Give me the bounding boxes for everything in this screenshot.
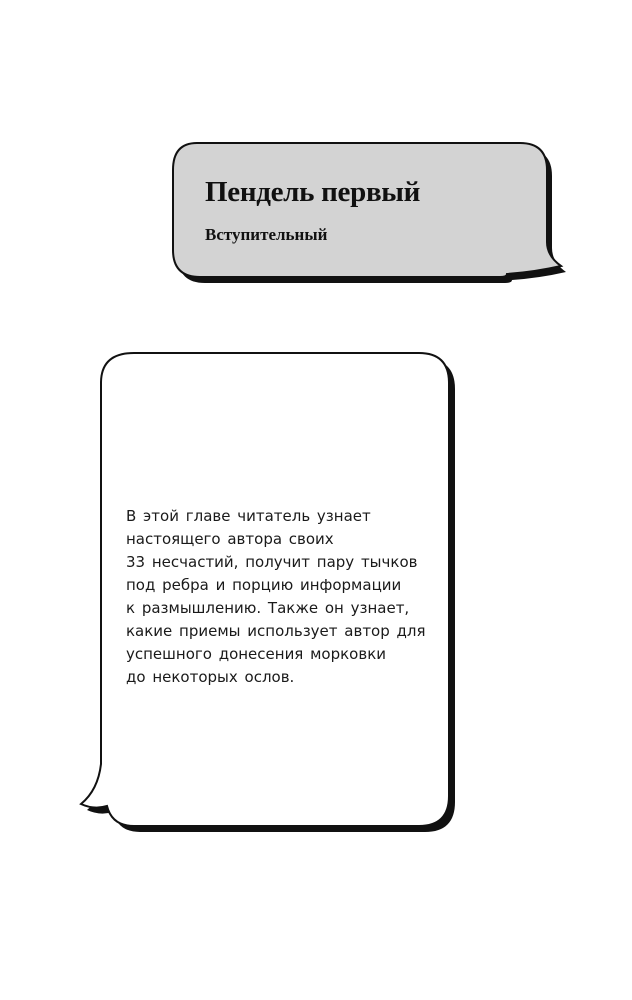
title-bubble (173, 143, 561, 277)
intro-line: под ребра и порцию информации (126, 576, 402, 594)
intro-paragraph (126, 505, 426, 689)
intro-line: до некоторых ослов. (126, 668, 295, 686)
intro-line: 33 несчастий, получит пару тычков (126, 553, 418, 571)
intro-line: успешного донесения морковки (126, 645, 387, 663)
intro-line: к размышлению. Также он узнает, (126, 599, 410, 617)
chapter-subtitle: Вступительный (205, 225, 328, 244)
chapter-title: Пендель первый (205, 176, 421, 208)
intro-line: В этой главе читатель узнает (126, 507, 371, 525)
intro-line: настоящего автора своих (126, 530, 334, 548)
intro-line: какие приемы использует автор для (126, 622, 426, 640)
